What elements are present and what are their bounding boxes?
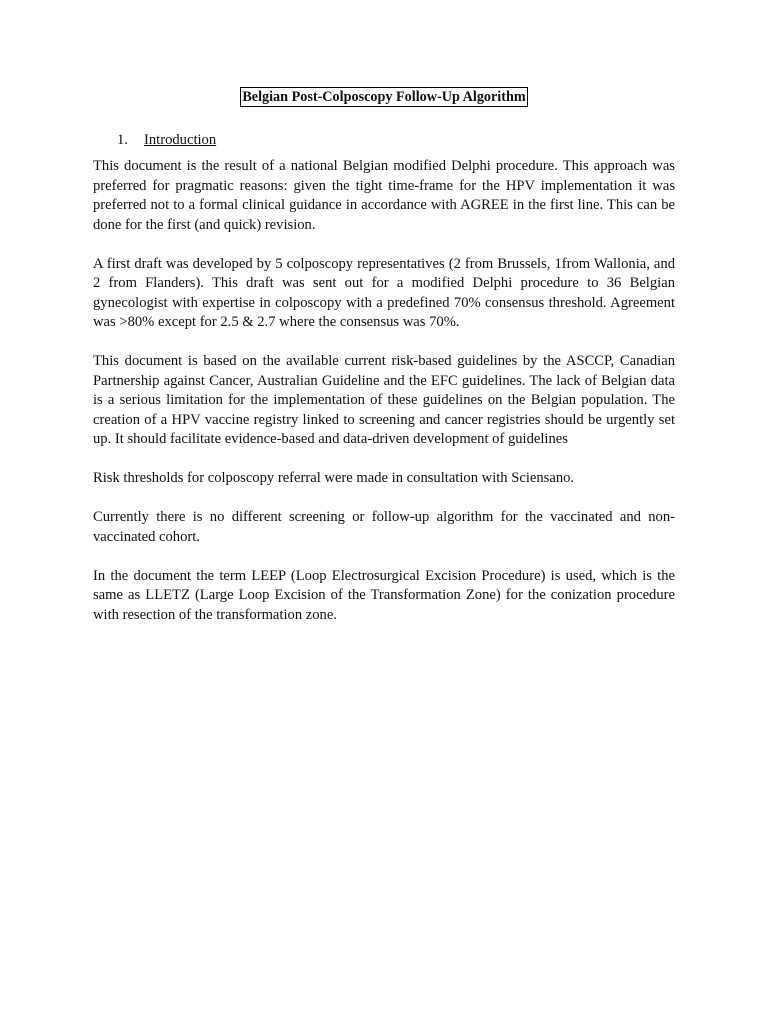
paragraph: In the document the term LEEP (Loop Electrosurgical Excision Procedure) is used, which is the same as LLETZ (Large Loop Excision of the Transformation Zone) for the conization procedure with resection of the transformation zone. — [93, 567, 675, 623]
paragraph: This document is the result of a national Belgian modified Delphi procedure. This approach was preferred for pragmatic reasons: given the tight time-frame for the HPV implementation it was preferred not to a formal clinical guidance in accordance with AGREE in the first line. This can be done for the first (and quick) revision. — [93, 158, 675, 233]
section-number: 1. — [117, 132, 128, 148]
document-title: Belgian Post-Colposcopy Follow-Up Algorithm — [242, 89, 526, 105]
document-body — [93, 157, 675, 645]
paragraph: A first draft was developed by 5 colposcopy representatives (2 from Brussels, 1from Wallonia, and 2 from Flanders). This draft was sent out for a modified Delphi procedure to 36 Belgian gynecologist with expertise in colposcopy with a predefined 70% consensus threshold. Agreement was >80% except for 2.5 & 2.7 where the consensus was 70%. — [93, 255, 675, 330]
section-title: Introduction — [144, 132, 217, 148]
paragraph: This document is based on the available current risk-based guidelines by the ASCCP, Canadian Partnership against Cancer, Australian Guideline and the EFC guidelines. The lack of Belgian data is a serious limitation for the implementation of these guidelines on the Belgian population. The creation of a HPV vaccine registry linked to screening and cancer registries should be urgently set up. It should facilitate evidence-based and data-driven development of guidelines — [93, 353, 675, 447]
section-heading — [117, 131, 216, 150]
paragraph: Risk thresholds for colposcopy referral were made in consultation with Sciensano. — [93, 470, 575, 486]
title-container — [0, 87, 768, 107]
paragraph: Currently there is no different screening or follow-up algorithm for the vaccinated and non-vaccinated cohort. — [93, 509, 675, 545]
